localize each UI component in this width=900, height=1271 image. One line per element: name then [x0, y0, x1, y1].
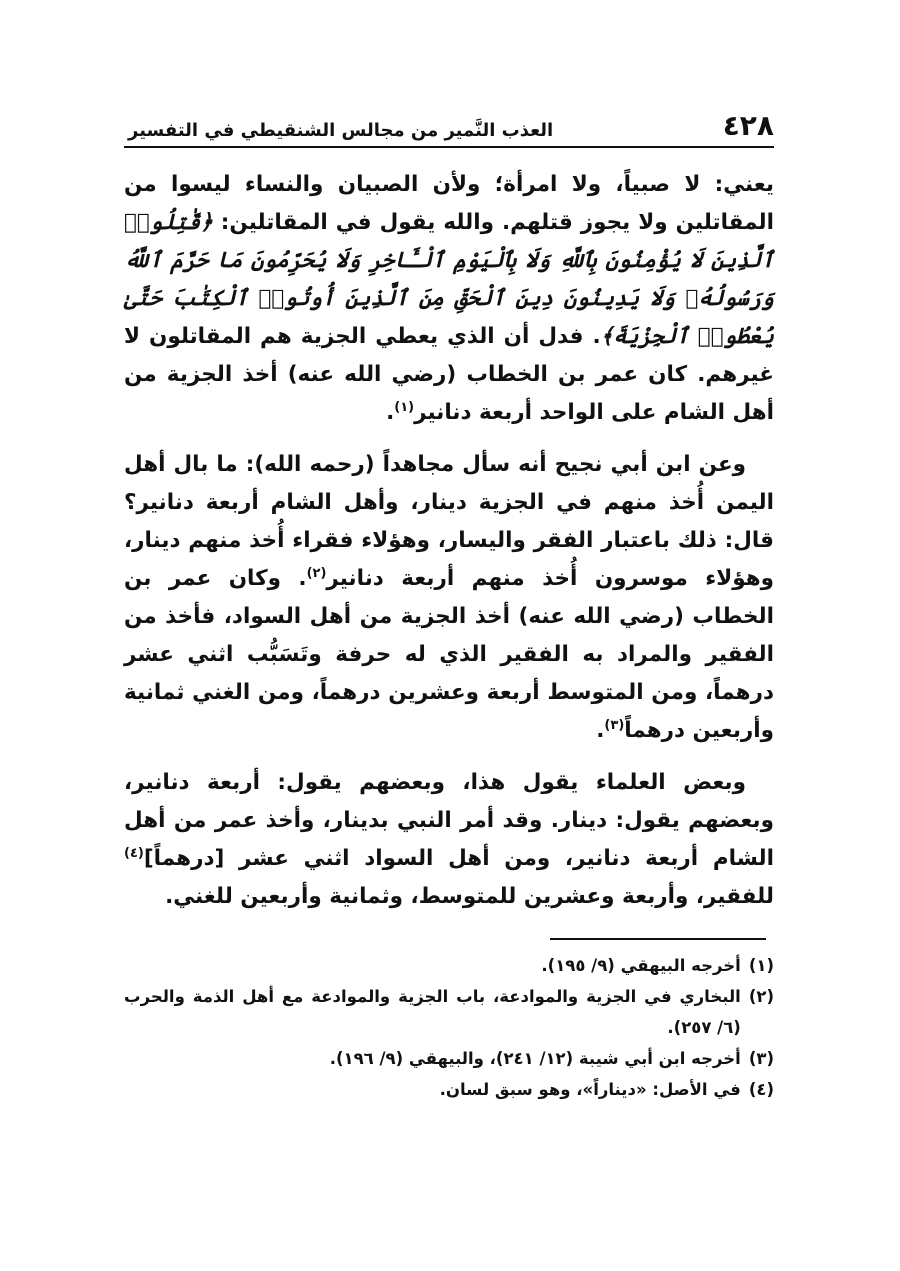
footnote-separator	[550, 938, 766, 940]
paragraph-1-end: .	[386, 400, 395, 425]
paragraph-2-part-1: وعن ابن أبي نجيح أنه سأل مجاهداً (رحمه الله): ما بال أهل اليمن أُخذ منهم في الجزية دينار، وأهل الشام أربعة دنانير؟ قال: ذلك باعتبار الفقر واليسار، وهؤلاء فقراء أُخذ منهم دينار، وهؤلاء موسرون أُخذ منهم أربعة دنانير	[124, 452, 774, 591]
footnote-text: البخاري في الجزية والموادعة، باب الجزية والموادعة مع أهل الذمة والحرب (٦/ ٢٥٧).	[124, 987, 741, 1037]
page-number: ٤٢٨	[722, 109, 774, 142]
footnote-number: (١)	[748, 956, 774, 975]
footnote-number: (٢)	[748, 987, 774, 1006]
page-header	[124, 90, 774, 148]
footnote-4	[124, 1074, 774, 1105]
footnote-ref-2: (٢)	[306, 565, 327, 581]
footnote-2	[124, 981, 774, 1043]
paragraph-2-part-2: . وكان عمر بن الخطاب (رضي الله عنه) أخذ الجزية من أهل السواد، فأخذ من الفقير والمراد به الفقير الذي له حرفة وتَسَبُّب اثني عشر درهماً، ومن المتوسط أربعة وعشرين درهماً، ومن الغني ثمانية وأربعين درهماً	[124, 566, 774, 743]
quran-verse: ﴿قَٰتِلُوا۟ ٱلَّذِينَ لَا يُؤْمِنُونَ بِٱللَّهِ وَلَا بِٱلْيَوْمِ ٱلْـَٔاخِرِ وَلَا يُحَرِّمُونَ مَا حَرَّمَ ٱللَّهُ وَرَسُولُهُۥ وَلَا يَدِينُونَ دِينَ ٱلْحَقِّ مِنَ ٱلَّذِينَ أُوتُوا۟ ٱلْكِتَٰبَ حَتَّىٰ يُعْطُوا۟ ٱلْجِزْيَةَ﴾	[124, 210, 774, 349]
footnote-ref-4: (٤)	[124, 845, 144, 861]
footnotes	[124, 950, 774, 1105]
paragraph-3-part-2: للفقير، وأربعة وعشرين للمتوسط، وثمانية وأربعين للغني.	[165, 884, 774, 909]
paragraph-3-part-1: وبعض العلماء يقول هذا، وبعضهم يقول: أربعة دنانير، وبعضهم يقول: دينار. وقد أمر النبي بدينار، وأخذ عمر من أهل الشام أربعة دنانير، ومن أهل السواد اثني عشر [درهماً]	[124, 770, 774, 871]
running-title: العذب النَّمير من مجالس الشنقيطي في التفسير	[128, 120, 554, 141]
footnote-ref-3: (٣)	[604, 717, 625, 733]
paragraph-1-intro: يعني: لا صبياً، ولا امرأة؛ ولأن الصبيان والنساء ليسوا من المقاتلين ولا يجوز قتلهم. والله يقول في المقاتلين:	[124, 172, 774, 235]
paragraph-1	[124, 166, 774, 432]
main-text	[124, 166, 774, 916]
footnote-3	[124, 1043, 774, 1074]
paragraph-2	[124, 446, 774, 750]
footnote-number: (٣)	[748, 1049, 774, 1068]
footnote-text: أخرجه البيهقي (٩/ ١٩٥).	[541, 956, 741, 975]
paragraph-2-end: .	[596, 718, 605, 743]
paragraph-3	[124, 764, 774, 916]
footnote-1	[124, 950, 774, 981]
footnote-text: أخرجه ابن أبي شيبة (١٢/ ٢٤١)، والبيهقي (٩/ ١٩٦).	[329, 1049, 741, 1068]
book-page	[124, 90, 774, 1105]
footnote-text: في الأصل: «ديناراً»، وهو سبق لسان.	[439, 1080, 741, 1099]
paragraph-1-continuation: . فدل أن الذي يعطي الجزية هم المقاتلون لا غيرهم. كان عمر بن الخطاب (رضي الله عنه) أخذ الجزية من أهل الشام على الواحد أربعة دنانير	[124, 324, 774, 425]
footnote-ref-1: (١)	[394, 399, 415, 415]
footnote-number: (٤)	[748, 1080, 774, 1099]
